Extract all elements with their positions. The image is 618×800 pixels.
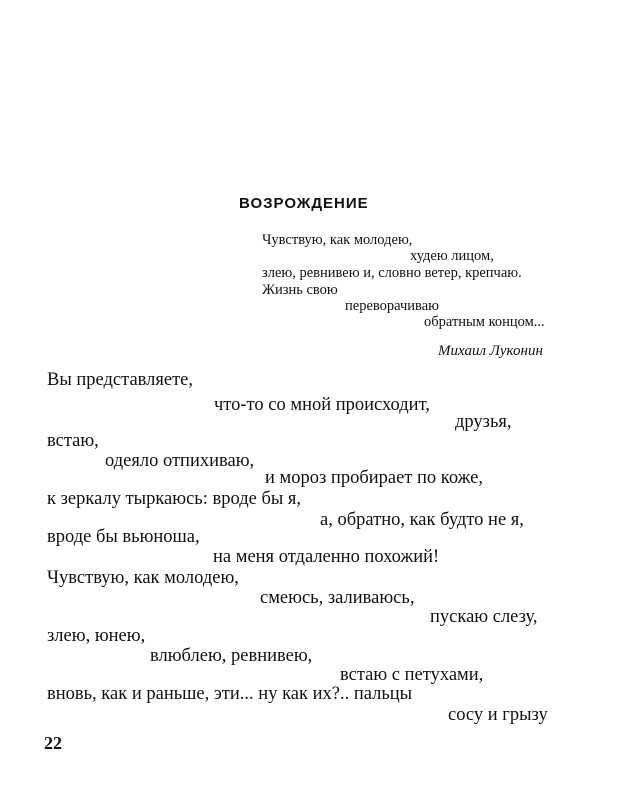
epigraph-line: злею, ревнивею и, словно ветер, крепчаю. [262, 265, 522, 281]
poem-line: к зеркалу тыркаюсь: вроде бы я, [47, 489, 302, 509]
poem-line: смеюсь, заливаюсь, [260, 588, 415, 608]
epigraph-line: переворачиваю [345, 298, 439, 314]
epigraph-author: Михаил Луконин [438, 343, 543, 359]
page-number: 22 [44, 733, 62, 753]
poem-line: Вы представляете, [47, 370, 194, 390]
poem-line: Чувствую, как молодею, [47, 568, 239, 588]
poem-line: вроде бы вьюноша, [47, 527, 200, 547]
poem-line: одеяло отпихиваю, [105, 451, 255, 471]
poem-line: друзья, [455, 412, 512, 432]
epigraph-line: Чувствую, как молодею, [262, 232, 413, 248]
poem-line: и мороз пробирает по коже, [265, 468, 483, 488]
poem-line: злею, юнею, [47, 626, 146, 646]
poem-line: а, обратно, как будто не я, [320, 510, 524, 530]
epigraph-line: худею лицом, [410, 248, 494, 264]
epigraph-line: Жизнь свою [262, 282, 338, 298]
poem-title: ВОЗРОЖДЕНИЕ [239, 195, 369, 212]
poem-line: что-то со мной происходит, [214, 395, 430, 415]
poem-line: влюблею, ревнивею, [150, 646, 313, 666]
poem-line: вновь, как и раньше, эти... ну как их?.. пальцы [47, 684, 413, 704]
poem-line: сосу и грызу [448, 705, 548, 725]
poem-line: встаю, [47, 431, 99, 451]
poem-line: пускаю слезу, [430, 607, 538, 627]
poem-line: встаю с петухами, [340, 665, 484, 685]
epigraph-line: обратным концом... [424, 314, 545, 330]
poem-line: на меня отдаленно похожий! [213, 547, 440, 567]
